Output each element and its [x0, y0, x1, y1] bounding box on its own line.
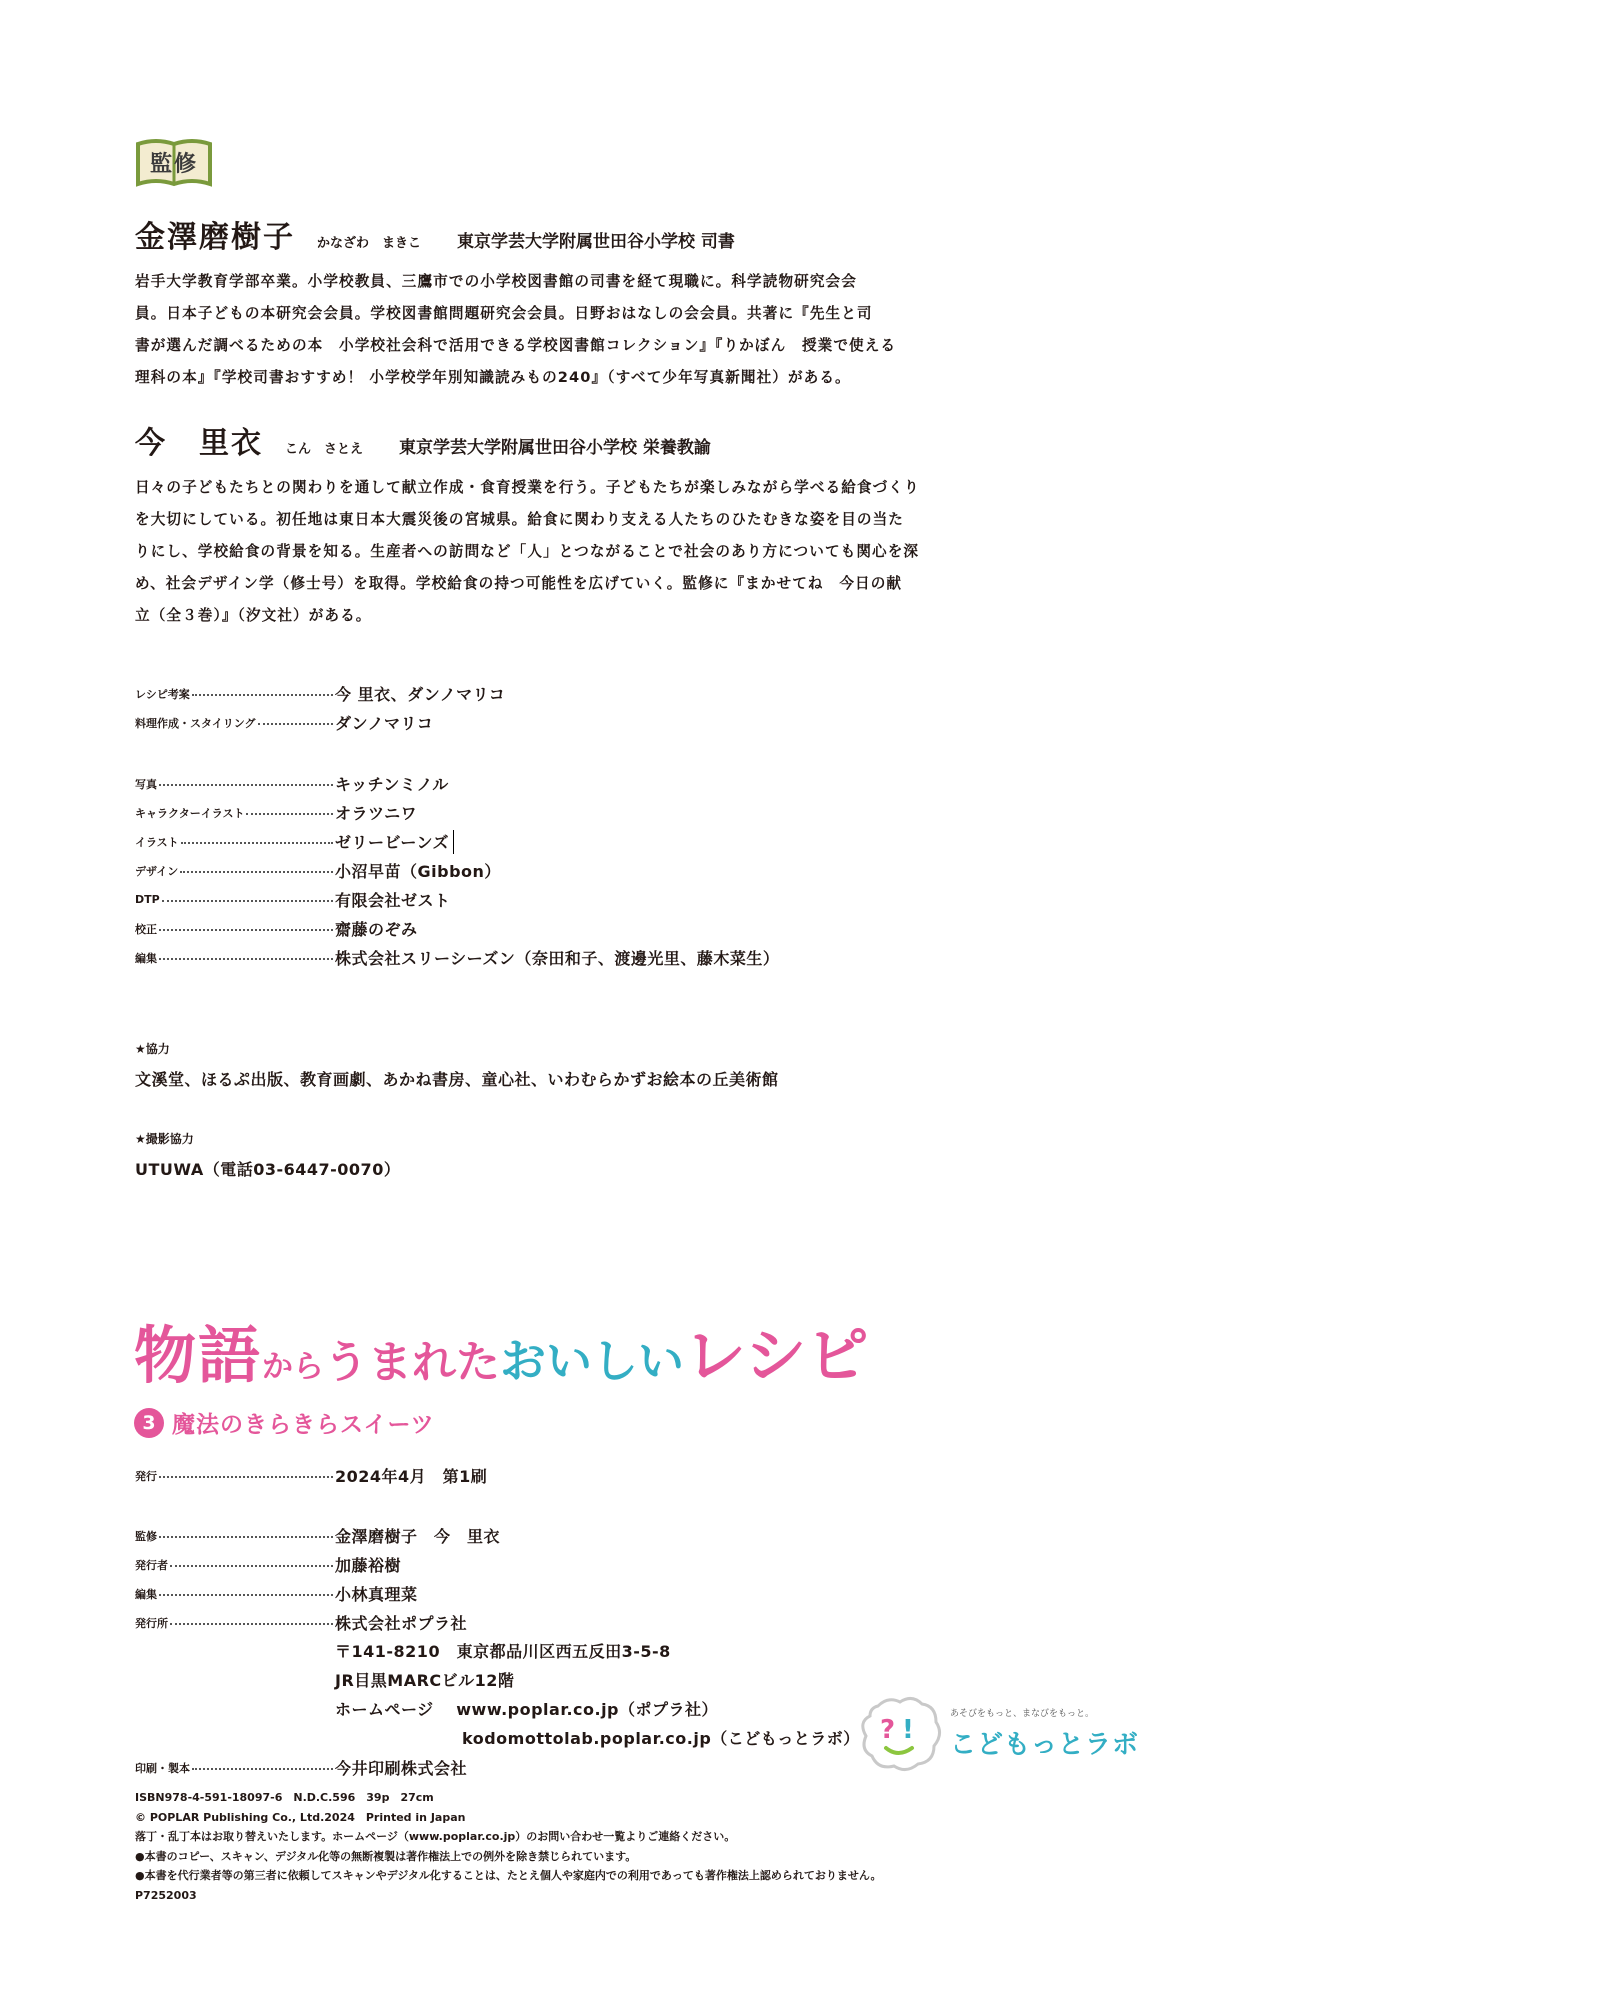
- credit-row: [135, 798, 779, 827]
- fine-print: [135, 1788, 881, 1905]
- colophon-value: 小林真理菜: [335, 1585, 418, 1604]
- colophon-label: 発行: [135, 1469, 157, 1483]
- credit-row: [135, 708, 505, 737]
- credits-group: [135, 769, 779, 972]
- publisher-address: 〒141-8210 東京都品川区西五反田3-5-8: [335, 1642, 671, 1661]
- credit-label: レシピ考案: [135, 687, 190, 701]
- text-cursor: [453, 830, 454, 854]
- cooperation-text: 文溪堂、ほるぷ出版、教育画劇、あかね書房、童心社、いわむらかずお絵本の丘美術館: [135, 1070, 779, 1089]
- credit-row: [135, 885, 779, 914]
- supervisor-kana: かなざわ まきこ: [317, 236, 422, 251]
- cooperation-heading: ★協力: [135, 1042, 170, 1056]
- supervisor-block: [135, 418, 1015, 632]
- credit-value: ダンノマリコ: [335, 714, 434, 733]
- kodomotto-lab-logo-mark: [858, 1694, 944, 1774]
- bio-line: 岩手大学教育学部卒業。小学校教員、三鷹市での小学校図書館の司書を経て現職に。科学読物研究会会: [135, 273, 857, 290]
- supervision-badge: [134, 136, 214, 188]
- credit-value: 今 里衣、ダンノマリコ: [335, 685, 506, 704]
- series-title-part: おいしい: [500, 1334, 685, 1388]
- credit-label: 校正: [135, 922, 157, 936]
- credit-value: 有限会社ゼスト: [335, 891, 451, 910]
- colophon-value: 加藤裕樹: [335, 1556, 402, 1575]
- credit-value: 株式会社スリーシーズン（奈田和子、渡邊光里、藤木菜生）: [335, 949, 780, 968]
- cooperation-section: [135, 1040, 779, 1090]
- colophon-value: 今井印刷株式会社: [335, 1759, 468, 1778]
- series-title-part: 物語: [134, 1319, 263, 1392]
- bio-line: 理科の本』『学校司書おすすめ！ 小学校学年別知識読みもの240』（すべて少年写真新聞社）がある。: [135, 369, 851, 386]
- credit-value: キッチンミノル: [335, 775, 449, 794]
- series-title-part: レシピ: [684, 1319, 869, 1392]
- bio-line: を大切にしている。初任地は東日本大震災後の宮城県。給食に関わり支える人たちのひたむきな姿を目の当た: [135, 511, 904, 528]
- photo-cooperation-heading: ★撮影協力: [135, 1132, 194, 1146]
- credit-label: DTP: [135, 893, 160, 906]
- lab-homepage[interactable]: kodomottolab.poplar.co.jp（こどもっとラボ）: [462, 1729, 860, 1748]
- notice-line: ●本書のコピー、スキャン、デジタル化等の無断複製は著作権法上での例外を除き禁じられています。: [135, 1849, 637, 1863]
- bio-line: 員。日本子どもの本研究会会員。学校図書館問題研究会会員。日野おはなしの会会員。共著に『先生と司: [135, 305, 873, 322]
- credit-value: オラツニワ: [335, 804, 418, 823]
- colophon-row: [135, 1550, 500, 1579]
- supervisor-bio: [135, 266, 1015, 394]
- credit-label: 料理作成・スタイリング: [135, 716, 256, 730]
- credit-label: キャラクターイラスト: [135, 806, 245, 820]
- volume-title: [134, 1406, 435, 1439]
- colophon-row: [135, 1608, 500, 1637]
- colophon-people: [135, 1521, 500, 1637]
- bio-line: りにし、学校給食の背景を知る。生産者への訪問など「人」とつながることで社会のあり方についても関心を深: [135, 543, 920, 560]
- supervisor-affiliation: 東京学芸大学附属世田谷小学校 司書: [457, 232, 735, 252]
- series-title: [134, 1306, 869, 1392]
- colophon-label: 印刷・製本: [135, 1761, 190, 1775]
- supervisor-block: [135, 212, 1015, 394]
- supervisor-kana: こん さとえ: [285, 442, 364, 457]
- credit-row: [135, 943, 779, 972]
- colophon-label: 監修: [135, 1529, 157, 1543]
- bio-line: 書が選んだ調べるための本 小学校社会科で活用できる学校図書館コレクション』『りかぼん 授業で使える: [135, 337, 897, 354]
- badge-label: 監修: [149, 151, 198, 177]
- svg-text:!: !: [902, 1715, 914, 1745]
- colophon-label: 発行者: [135, 1558, 168, 1572]
- notice-line: ●本書を代行業者等の第三者に依頼してスキャンやデジタル化することは、たとえ個人や家庭内での利用であっても著作権法上認められておりません。: [135, 1869, 882, 1882]
- colophon-value: 株式会社ポプラ社: [335, 1614, 468, 1633]
- volume-number-badge: 3: [134, 1408, 164, 1438]
- svg-text:?: ?: [880, 1715, 896, 1745]
- copyright-line: © POPLAR Publishing Co., Ltd.2024 Printed in Japan: [135, 1810, 466, 1824]
- logo-name: こどもっとラボ: [950, 1730, 1140, 1760]
- bio-line: 立（全３巻）』（汐文社）がある。: [135, 607, 372, 624]
- publisher-details: [335, 1637, 860, 1753]
- credit-value: 齋藤のぞみ: [335, 920, 418, 939]
- colophon-value: 金澤磨樹子 今 里衣: [335, 1527, 501, 1546]
- publisher-building: JR目黒MARCビル12階: [335, 1671, 515, 1690]
- colophon-row: [135, 1461, 487, 1490]
- isbn-line: ISBN978-4-591-18097-6 N.D.C.596 39p 27cm: [135, 1791, 434, 1804]
- colophon-label: 発行所: [135, 1616, 168, 1630]
- credit-value: ゼリービーンズ: [335, 833, 450, 852]
- publisher-homepage[interactable]: ホームページ www.poplar.co.jp（ポプラ社）: [335, 1700, 719, 1719]
- credit-row: [135, 827, 779, 856]
- colophon-row: [135, 1753, 467, 1782]
- credits-group: [135, 679, 505, 737]
- colophon-row: [135, 1579, 500, 1608]
- credit-value: 小沼早苗（Gibbon）: [335, 862, 501, 881]
- colophon-value: 2024年4月 第1刷: [335, 1467, 488, 1486]
- kodomotto-lab-logo: [858, 1694, 1140, 1774]
- credit-row: [135, 769, 779, 798]
- credit-label: 写真: [135, 777, 157, 791]
- credit-row: [135, 856, 779, 885]
- supervisor-affiliation: 東京学芸大学附属世田谷小学校 栄養教諭: [399, 438, 711, 458]
- product-code: P7252003: [135, 1888, 197, 1902]
- credit-row: [135, 679, 505, 708]
- photo-cooperation-section: [135, 1130, 400, 1180]
- logo-tagline: あそびをもっと、まなびをもっと。: [950, 1709, 1095, 1719]
- bio-line: 日々の子どもたちとの関わりを通して献立作成・食育授業を行う。子どもたちが楽しみながら学べる給食づくり: [135, 479, 920, 496]
- supervisor-name: 金澤磨樹子: [135, 220, 295, 255]
- supervisor-bio: [135, 472, 1015, 632]
- credit-label: 編集: [135, 951, 157, 965]
- volume-title-text: 魔法のきらきらスイーツ: [172, 1412, 435, 1438]
- series-title-part: うまれた: [324, 1337, 501, 1388]
- credit-label: デザイン: [135, 864, 179, 878]
- credit-label: イラスト: [135, 835, 179, 849]
- colophon-label: 編集: [135, 1587, 157, 1601]
- bio-line: め、社会デザイン学（修士号）を取得。学校給食の持つ可能性を広げていく。監修に『まかせてね 今日の献: [135, 575, 903, 592]
- colophon-row: [135, 1521, 500, 1550]
- series-title-part: から: [262, 1349, 325, 1385]
- colophon-issue: [135, 1461, 487, 1490]
- photo-cooperation-text: UTUWA（電話03-6447-0070）: [135, 1160, 401, 1179]
- notice-line: 落丁・乱丁本はお取り替えいたします。ホームページ（www.poplar.co.jp）のお問い合わせ一覧よりご連絡ください。: [135, 1830, 736, 1843]
- credit-row: [135, 914, 779, 943]
- printing-row: [135, 1753, 467, 1782]
- supervisor-name: 今 里衣: [135, 426, 263, 461]
